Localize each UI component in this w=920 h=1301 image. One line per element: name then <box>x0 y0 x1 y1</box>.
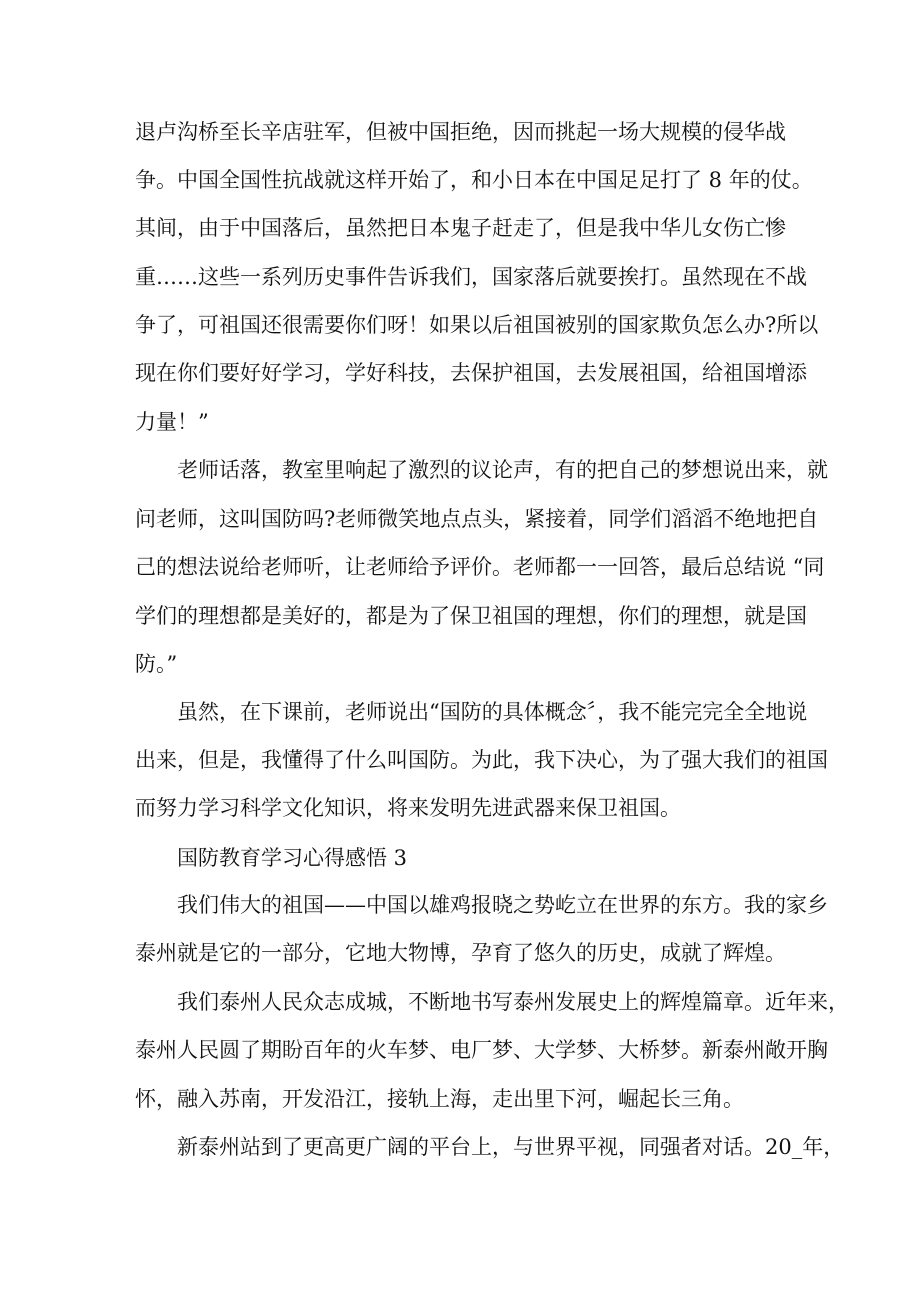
text-line: 泰州就是它的一部分，它地大物博，孕育了悠久的历史，成就了辉煌。 <box>135 941 786 965</box>
text-line: 争。中国全国性抗战就这样开始了，和小日本在中国足足打了 8 年的仗。 <box>135 168 813 192</box>
text-line: 防。” <box>135 652 178 676</box>
paragraph-first-line: 虽然，在下课前，老师说出“国防的具体概念〞，我不能完完全全地说 <box>177 700 808 724</box>
text-line: 怀，融入苏南，开发沿江，接轨上海，走出里下河，崛起长三角。 <box>135 1087 744 1111</box>
text-line: 其间，由于中国落后，虽然把日本鬼子赶走了，但是我中华儿女伤亡惨 <box>135 216 786 240</box>
text-line: 问老师，这叫国防吗?老师微笑地点点头，紧接着，同学们滔滔不绝地把自 <box>135 507 819 531</box>
paragraph-first-line: 我们伟大的祖国——中国以雄鸡报晓之势屹立在世界的东方。我的家乡 <box>177 893 828 917</box>
paragraph-first-line: 我们泰州人民众志成城，不断地书写泰州发展史上的辉煌篇章。近年来， <box>177 990 849 1014</box>
text-line: 现在你们要好好学习，学好科技，去保护祖国，去发展祖国，给祖国增添 <box>135 361 807 385</box>
text-line: 退卢沟桥至长辛店驻军，但被中国拒绝，因而挑起一场大规模的侵华战 <box>135 120 786 144</box>
text-line: 己的想法说给老师听，让老师给予评价。老师都一一回答，最后总结说 “同 <box>135 555 825 579</box>
text-line: 出来，但是，我懂得了什么叫国防。为此，我下决心，为了强大我们的祖国 <box>135 748 828 772</box>
text-line: 泰州人民圆了期盼百年的火车梦、电厂梦、大学梦、大桥梦。新泰州敞开胸 <box>135 1038 828 1062</box>
paragraph-first-line: 老师话落，教室里响起了激烈的议论声，有的把自己的梦想说出来，就 <box>177 458 828 482</box>
text-line: 重……这些一系列历史事件告诉我们，国家落后就要挨打。虽然现在不战 <box>135 265 807 289</box>
paragraph-first-line: 新泰州站到了更高更广阔的平台上，与世界平视，同强者对话。20_年， <box>177 1135 845 1159</box>
text-line: 学们的理想都是美好的，都是为了保卫祖国的理想，你们的理想，就是国 <box>135 604 807 628</box>
section-heading: 国防教育学习心得感悟 3 <box>177 846 408 870</box>
text-line: 力量！” <box>135 410 209 434</box>
text-line: 而努力学习科学文化知识，将来发明先进武器来保卫祖国。 <box>135 796 681 820</box>
text-line: 争了，可祖国还很需要你们呀！如果以后祖国被别的国家欺负怎么办?所以 <box>135 313 819 337</box>
